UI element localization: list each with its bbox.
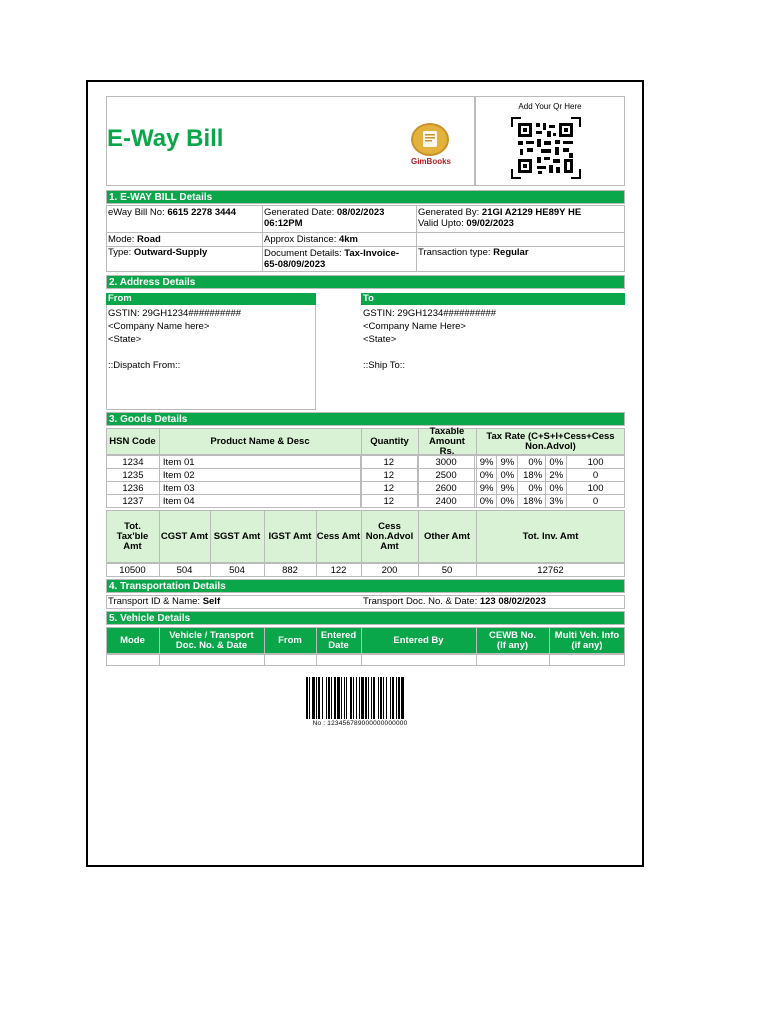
vehicle-doc-header: Vehicle / Transport Doc. No. & Date — [169, 629, 254, 651]
eway-bill-no: eWay Bill No: 6615 2278 3444 — [108, 207, 236, 218]
goods-cell-i: 0% — [518, 456, 546, 469]
tot-inv-value: 12762 — [537, 565, 564, 576]
goods-cell-qty: 12 — [360, 456, 417, 469]
vehicle-from-header: From — [278, 634, 302, 646]
goods-cell-amt: 3000 — [417, 456, 475, 469]
goods-cell-item: Item 02 — [159, 469, 360, 482]
to-header: To — [361, 293, 625, 305]
goods-row — [107, 456, 625, 469]
goods-cell-cess: 0% — [546, 456, 567, 469]
goods-cell-hsn: 1235 — [107, 469, 160, 482]
sgst-header: SGST Amt — [213, 530, 261, 542]
goods-cell-qty: 12 — [360, 469, 417, 482]
generated-date: Generated Date: 08/02/2023 06:12PM — [264, 207, 385, 229]
cess-nonadvol-value: 200 — [381, 565, 398, 576]
from-company: <Company Name here> — [108, 321, 210, 332]
goods-cell-nonadvol: 100 — [567, 482, 625, 495]
vehicle-empty-row — [106, 654, 625, 666]
goods-cell-c: 0% — [475, 495, 497, 508]
hsn-header: HSN Code — [109, 435, 156, 447]
goods-cell-nonadvol: 0 — [567, 469, 625, 482]
transaction-type: Transaction type: Regular — [418, 247, 529, 258]
transport-doc: Transport Doc. No. & Date: 123 08/02/2023 — [363, 596, 546, 607]
type: Type: Outward-Supply — [108, 247, 208, 258]
dispatch-from: ::Dispatch From:: — [108, 360, 181, 371]
section-eway-details: 1. E-WAY BILL Details — [106, 190, 625, 204]
goods-cell-cess: 3% — [546, 495, 567, 508]
section-vehicle-details: 5. Vehicle Details — [106, 611, 625, 625]
goods-cell-cess: 2% — [546, 469, 567, 482]
igst-value: 882 — [282, 565, 298, 576]
to-company: <Company Name Here> — [363, 321, 466, 332]
sgst-value: 504 — [229, 565, 245, 576]
from-address — [108, 307, 241, 372]
goods-cell-amt: 2500 — [417, 469, 475, 482]
to-address — [363, 307, 496, 372]
goods-row — [107, 482, 625, 495]
goods-cell-s: 0% — [497, 495, 518, 508]
cess-header: Cess Amt — [316, 530, 361, 542]
section-address-details: 2. Address Details — [106, 275, 625, 289]
cess-nonadvol-header: Cess Non.Advol Amt — [365, 520, 414, 552]
mode: Mode: Road — [108, 234, 161, 245]
logo-text: GimBooks — [410, 157, 451, 166]
tot-inv-header: Tot. Inv. Amt — [522, 530, 579, 542]
goods-cell-i: 18% — [518, 495, 546, 508]
goods-cell-c: 9% — [475, 482, 497, 495]
quantity-header: Quantity — [370, 435, 409, 447]
goods-cell-s: 9% — [497, 456, 518, 469]
goods-cell-cess: 0% — [546, 482, 567, 495]
other-amt-header: Other Amt — [423, 530, 471, 542]
goods-cell-item: Item 01 — [159, 456, 360, 469]
goods-cell-amt: 2400 — [417, 495, 475, 508]
section-goods-details: 3. Goods Details — [106, 412, 625, 426]
barcode-icon — [305, 677, 416, 719]
from-gstin: GSTIN: 29GH1234########## — [108, 308, 242, 319]
goods-cell-item: Item 04 — [159, 495, 360, 508]
goods-cell-nonadvol: 100 — [567, 456, 625, 469]
multi-veh-header: Multi Veh. Info (if any) — [554, 629, 620, 651]
igst-header: IGST Amt — [268, 530, 312, 542]
document-details: Document Details: Tax-Invoice- 65-08/09/2023 — [264, 248, 399, 270]
goods-cell-qty: 12 — [360, 482, 417, 495]
goods-cell-s: 9% — [497, 482, 518, 495]
from-header: From — [106, 293, 316, 305]
cgst-header: CGST Amt — [160, 530, 209, 542]
product-header: Product Name & Desc — [210, 435, 310, 447]
ship-to: ::Ship To:: — [363, 360, 406, 371]
transport-id: Transport ID & Name: Self — [108, 596, 221, 607]
approx-distance: Approx Distance: 4km — [264, 234, 358, 245]
goods-cell-qty: 12 — [360, 495, 417, 508]
goods-cell-item: Item 03 — [159, 482, 360, 495]
goods-cell-hsn: 1237 — [107, 495, 160, 508]
from-state: <State> — [108, 334, 142, 345]
goods-cell-c: 0% — [475, 469, 497, 482]
cess-value: 122 — [330, 565, 347, 576]
tax-rate-header: Tax Rate (C+S+I+Cess+Cess Non.Advol) — [486, 430, 615, 452]
taxable-header: Taxable Amount Rs. — [429, 425, 465, 457]
goods-table — [106, 455, 625, 508]
qr-caption: Add Your Qr Here — [518, 102, 582, 111]
page-title: E-Way Bill — [107, 125, 224, 152]
goods-cell-nonadvol: 0 — [567, 495, 625, 508]
generated-by: Generated By: 21GI A2129 HE89Y HE Valid Upto: 09/02/2023 — [418, 207, 582, 229]
section-transport-details: 4. Transportation Details — [106, 579, 625, 593]
goods-cell-amt: 2600 — [417, 482, 475, 495]
entered-by-header: Entered By — [393, 634, 444, 646]
barcode-number: No : 123456789000000000000 — [312, 720, 408, 727]
cgst-value: 504 — [176, 565, 193, 576]
to-gstin: GSTIN: 29GH1234########## — [363, 308, 497, 319]
tot-taxable-header: Tot. Tax'ble Amt — [116, 520, 149, 552]
logo-icon — [411, 123, 449, 156]
goods-cell-hsn: 1236 — [107, 482, 160, 495]
to-state: <State> — [363, 334, 397, 345]
other-amt-value: 50 — [441, 565, 453, 576]
cewb-header: CEWB No. (If any) — [489, 629, 536, 651]
entered-date-header: Entered Date — [320, 629, 357, 651]
qr-code-icon — [511, 117, 581, 179]
goods-cell-s: 0% — [497, 469, 518, 482]
goods-cell-i: 18% — [518, 469, 546, 482]
tot-taxable-value: 10500 — [119, 565, 146, 576]
goods-cell-c: 9% — [475, 456, 497, 469]
goods-row — [107, 469, 625, 482]
vehicle-mode-header: Mode — [120, 634, 145, 646]
goods-cell-i: 0% — [518, 482, 546, 495]
goods-cell-hsn: 1234 — [107, 456, 160, 469]
goods-row — [107, 495, 625, 508]
